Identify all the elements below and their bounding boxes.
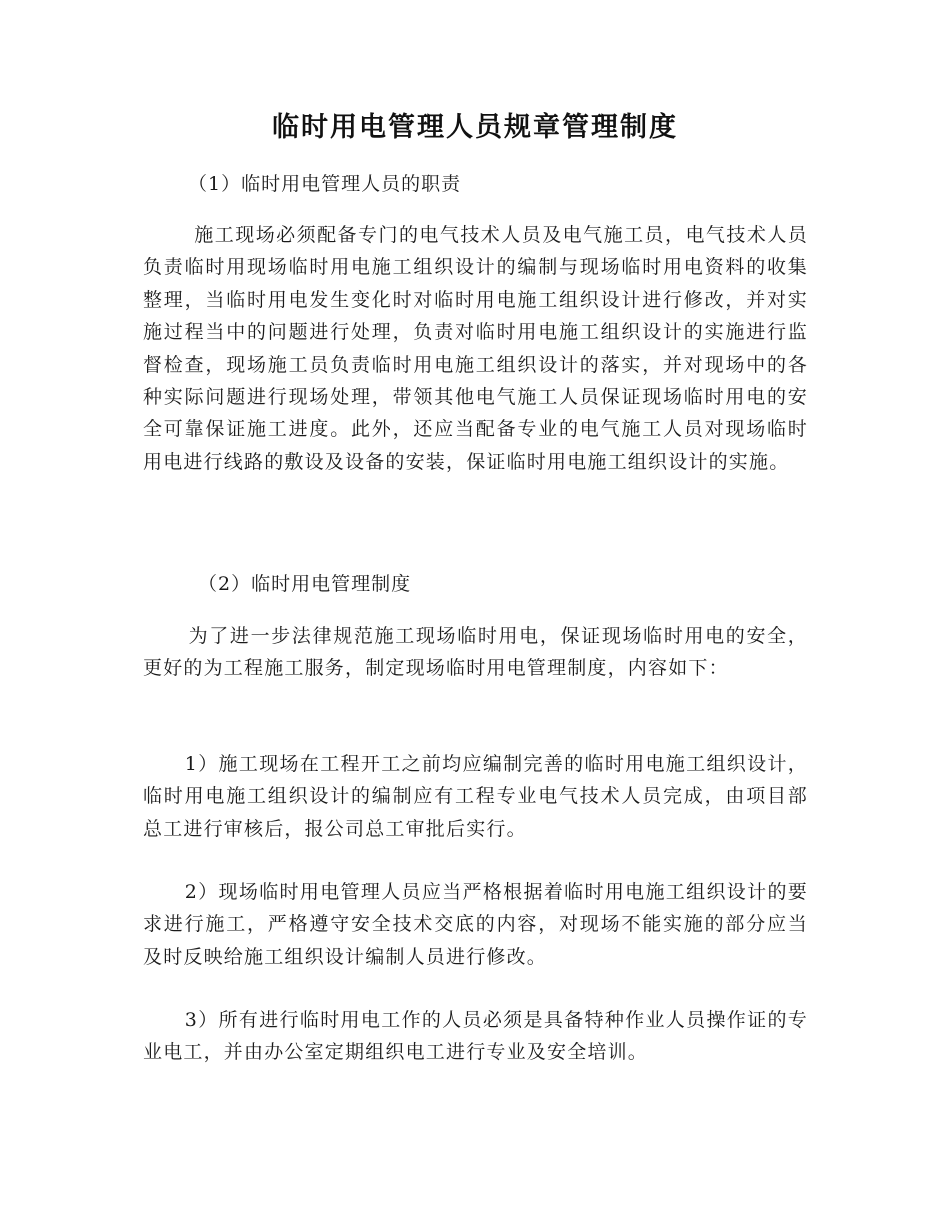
section-1-paragraph: 施工现场必须配备专门的电气技术人员及电气施工员，电气技术人员负责临时用现场临时用电施工组织设计的编制与现场临时用电资料的收集整理，当临时用电发生变化时对临时用电施工组织设计进行修改，并对实施过程当中的问题进行处理，负责对临时用电施工组织设计的实施进行监督检查，现场施工员负责临时用电施工组织设计的落实，并对现场中的各种实际问题进行现场处理，带领其他电气施工人员保证现场临时用电的安全可靠保证施工进度。此外，还应当配备专业的电气施工人员对现场临时用电进行线路的敷设及设备的安装，保证临时用电施工组织设计的实施。 (143, 224, 808, 473)
document-title: 临时用电管理人员规章管理制度 (272, 112, 678, 143)
section-1-heading: （1）临时用电管理人员的职责 (188, 173, 462, 195)
section-2-intro: 为了进一步法律规范施工现场临时用电，保证现场临时用电的安全，更好的为工程施工服务，制定现场临时用电管理制度，内容如下： (143, 625, 808, 680)
rule-item-2: 2）现场临时用电管理人员应当严格根据着临时用电施工组织设计的要求进行施工，严格遵守安全技术交底的内容，对现场不能实施的部分应当及时反映给施工组织设计编制人员进行修改。 (143, 881, 808, 968)
rule-item-3: 3）所有进行临时用电工作的人员必须是具备特种作业人员操作证的专业电工，并由办公室定期组织电工进行专业及安全培训。 (143, 1009, 808, 1064)
section-2-heading: （2）临时用电管理制度 (198, 573, 412, 595)
rule-item-1: 1）施工现场在工程开工之前均应编制完善的临时用电施工组织设计，临时用电施工组织设计的编制应有工程专业电气技术人员完成，由项目部总工进行审核后，报公司总工审批后实行。 (143, 753, 808, 840)
